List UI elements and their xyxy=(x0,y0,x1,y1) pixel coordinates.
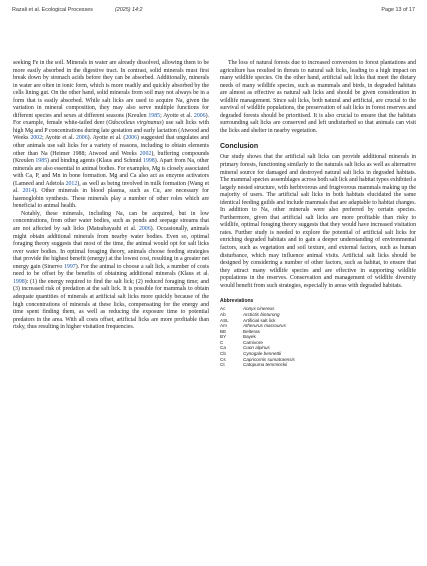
section-heading-conclusion: Conclusion xyxy=(220,143,259,151)
text-run: ; Ayotte et al. xyxy=(42,135,76,142)
abbreviation-expansion: Cuon alpinus xyxy=(243,345,270,351)
citation-link[interactable]: 1985 xyxy=(35,158,48,165)
text-run: Our study shows that the artificial salt licks can provide additional minerals in primary forests, functioning similarly to the naturals salt licks as well as alternative mineral source for damaged and destroyed natural salt licks in degraded habitats. The mammal species assemblages across both salt lick and habitat types exhibited a largely nested structure, with herbivorous and frugivorous mammals making up the majority of users. The artificial salt licks in both habitats elucidated the same identical feeding guilds and include mammals that are adaptable to habitat changes. In addition to Na, other minerals were also preferred by certain species. Furthermore, given that artificial salt licks are more profitable than risky to wildlife, optimal foraging theory suggests that they would have increased visitation rates. Further study is needed to explore the potential of artificial salt licks for enriching degraded habitats and to gain a deeper understanding of environmental factors, such as vegetation and soil texture, and external factors, such as human disturbance, which may influence animal visits. Artificial salt licks should be designed by considering a number of other factors, such as habitat, to ensure that they attract many wildlife species and are effective in supporting wildlife populations in the reserves. Conservation and management of wildlife diversity would benefit from such strategies, especially in areas with degraded habitats. xyxy=(220,154,416,289)
abbreviation-expansion: Bayek xyxy=(243,334,256,340)
abbreviation-row xyxy=(220,362,295,368)
citation-link[interactable]: 2006 xyxy=(75,135,88,142)
abbreviation-expansion: Capricornis sumatraensis xyxy=(243,356,295,362)
abbreviation-code: BE xyxy=(220,328,227,334)
text-run: ): (1) the energy required to find the salt lick; (2) reduced foraging time; and (3) increased risk of predation at the salt lick. It is possible for mammals to obtain adequate quantities of minerals at artificial salt licks more quickly because of the high concentrations of minerals at these licks, compensating for the energy and time spent finding them, as well as reducing the exposure time to potential predators in the area. With all costs offset, artificial licks are more profitable than risky, thus resulting in higher visitation frequencies. xyxy=(13,278,209,331)
text-run: ). Other minerals in blood plasma, such as Cu, are necessary for haemoglobin synthesis. These minerals play a number of other roles which are beneficial to animal health. xyxy=(13,188,209,210)
text-run: ). Ayotte et al. ( xyxy=(87,135,126,142)
left-column xyxy=(13,60,209,332)
text-run: Odocoileus virginanus xyxy=(108,120,162,127)
citation-link[interactable]: 1997 xyxy=(64,263,76,270)
abbreviation-expansion: Artificial salt lick xyxy=(243,317,276,323)
abbreviation-code: ASL xyxy=(220,317,229,323)
citation-link[interactable]: 2012 xyxy=(65,180,78,187)
header-authors: Razali et al. Ecological Processes xyxy=(12,7,93,13)
paragraph-conclusion xyxy=(220,154,416,290)
paragraph-minerals xyxy=(13,60,209,211)
text-run: ) suggested that ungulates and other animals use salt licks for a variety of reasons, including to obtain elements other than Na (Heimer 1988; Atwood and Weeks xyxy=(13,135,209,157)
text-run: Notably, these minerals, including Na, can be acquired, but in low concentrations, from other water bodies, such as ponds and seepage streams that are not affected by salt licks (Matsubayashi et al. xyxy=(13,210,209,233)
abbreviation-expansion: Catopuma temminckii xyxy=(243,362,288,368)
text-run: ). Apart from Na, other minerals are also essential to animal bodies. For examples, Mg is closely associated with Ca, P, and Mn in bone formation. Mg and Ca also act as enzyme activators (Lameed and Adetola xyxy=(13,158,209,187)
abbreviation-expansion: Belteras xyxy=(243,328,260,334)
abbreviation-expansion: Arctictis binturong xyxy=(243,311,280,317)
citation-link[interactable]: 1985 xyxy=(148,112,161,119)
citation-link[interactable]: 1998 xyxy=(143,158,155,165)
text-run: ). For example, female white-tailed deer ( xyxy=(13,112,209,127)
header-citation xyxy=(12,7,142,13)
citation-link[interactable]: 2006 xyxy=(125,135,138,142)
abbreviation-code: BY xyxy=(220,334,227,340)
text-run: ). Occasionally, animals might obtain additional minerals from nearby water bodies. Even so, optimal foraging theory suggests that most of the time, the animal would opt for salt licks over water bodies. In optimal foraging theory, animals choose feeding strategies that provide the highest benefit (energy) at the lowest cost, resulting in a greater net energy gain (Sinervo xyxy=(13,226,209,270)
abbreviation-code: Ab xyxy=(220,311,226,317)
abbreviations-heading: Abbreviations xyxy=(220,298,254,305)
abbreviation-code: C xyxy=(220,339,224,345)
abbreviation-expansion: Carnivore xyxy=(243,339,263,345)
abbreviation-code: Am xyxy=(220,323,227,329)
citation-link[interactable]: 2014 xyxy=(22,188,35,195)
abbreviation-code: Ca xyxy=(220,345,226,351)
right-column xyxy=(220,60,416,368)
header-year: (2025) 14:2 xyxy=(114,7,143,13)
abbreviation-code: Ac xyxy=(220,306,226,312)
citation-link[interactable]: 2002 xyxy=(139,150,152,157)
page-number: Page 13 of 17 xyxy=(381,7,415,13)
text-run: ) use salt licks with high Mg and P concentrations during late gestation and early lactation (Atwood and Weeks xyxy=(13,120,209,142)
text-run: ). For the animal to choose a salt lick, a number of costs need to be offset by the benefits of obtaining additional minerals (Klaus et al. xyxy=(13,263,209,278)
text-run: ; Ayotte et al. xyxy=(160,112,194,119)
citation-link[interactable]: 1998 xyxy=(13,278,25,285)
abbreviation-code: Ct xyxy=(220,362,225,368)
text-run: The loss of natural forests due to increased conversion to forest plantations and agriculture has resulted in threats to natural salt licks, leading to a high impact on many wildlife species. On the other hand, artificial salt licks that meet the dietary needs of many wildlife species, such as mammals and birds, in degraded habitats are almost as effective as natural salt licks and should be given consideration in wildlife management. Since salt licks, both natural and artificial, are crucial to the survival of wildlife populations, the preservation of salt licks in forest reserves and degraded forests should be prioritised. It is also crucial to ensure that the habitats surrounding salt licks are conserved and left undisturbed so that animals can visit the licks and shelter in nearby vegetation. xyxy=(220,60,416,134)
abbreviations-table xyxy=(220,306,295,368)
abbreviation-expansion: Atherurus macrourus xyxy=(243,323,286,329)
paragraph-forest-loss xyxy=(220,60,416,135)
citation-link[interactable]: 2006 xyxy=(138,226,151,233)
running-header xyxy=(12,7,415,17)
abbreviation-expansion: Aonyx cinereus xyxy=(243,306,275,312)
abbreviation-code: Cs xyxy=(220,356,226,362)
citation-link[interactable]: 2002 xyxy=(30,135,43,142)
text-run: ), as well as being involved in milk formation (Wang et al. xyxy=(13,180,209,195)
citation-link[interactable]: 2006 xyxy=(193,112,206,119)
text-run: ) and binding agents (Klaus and Schmid xyxy=(47,158,144,165)
abbreviation-expansion: Cynogale bennettii xyxy=(243,351,282,357)
paragraph-optimal-foraging xyxy=(13,211,209,332)
text-run: ), buffering compounds (Kreulen xyxy=(13,150,209,165)
abbreviation-code: Cb xyxy=(220,351,226,357)
text-run: seeking Fe in the soil. Minerals in water are already dissolved, allowing them to be more easily absorbed in the digestive tract. In contrast, solid minerals must first break down by stomach acids before they can be absorbed. Additionally, minerals in water are often in ionic form, which is more readily and quickly absorbed by the cells lining gut. On the other hand, solid minerals from soil may not always be in a form that is easily absorbed. While salt licks are used to acquire Na, given the variation in mineral composition, they may also serve multiple functions for different species and sexes at different seasons (Kreulen xyxy=(13,60,209,119)
